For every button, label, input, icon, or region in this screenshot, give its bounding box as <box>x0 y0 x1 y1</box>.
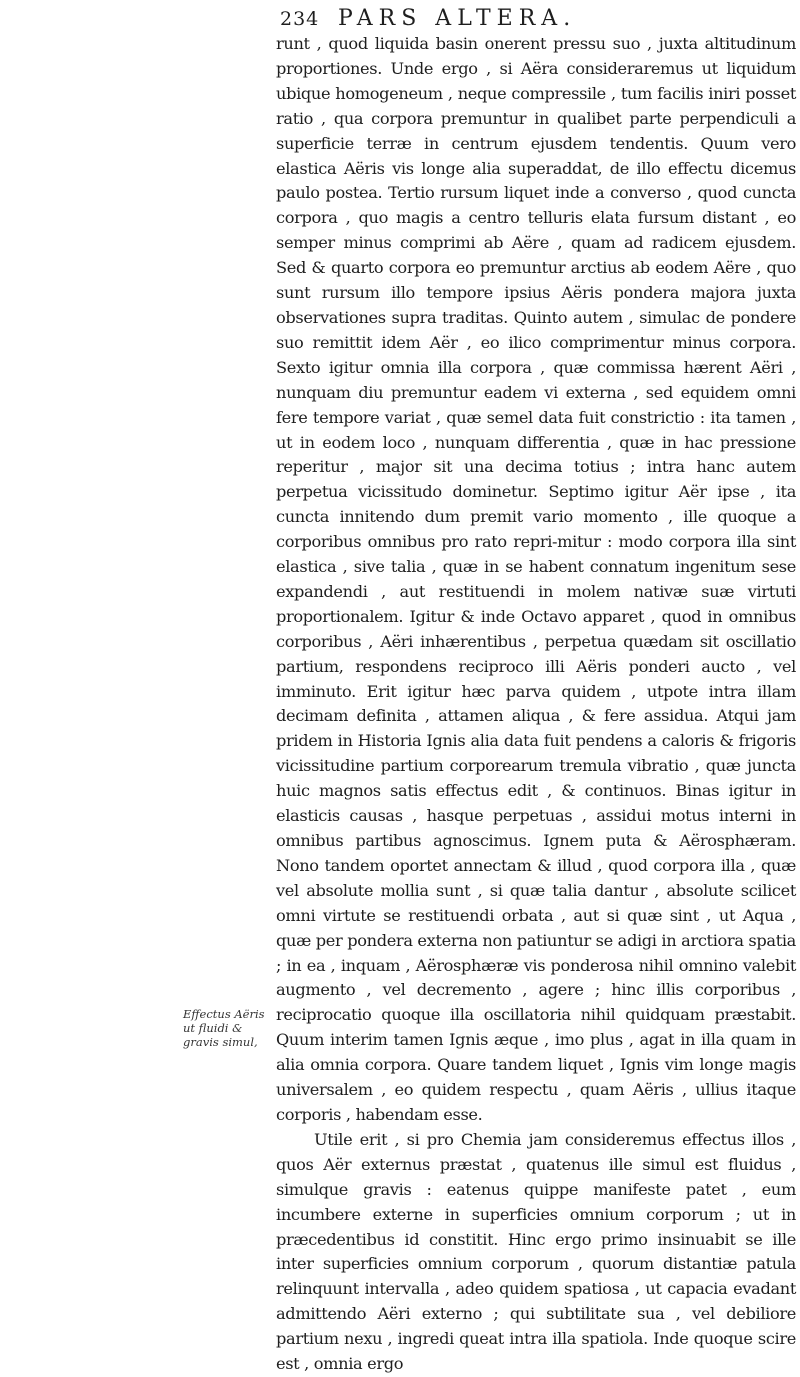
body-text <box>276 32 796 1377</box>
running-head: PARS ALTERA. <box>338 6 577 31</box>
margin-note: Effectus Aëris ut fluidi & gravis simul, <box>183 1007 265 1049</box>
page-number: 234 <box>280 8 320 30</box>
page-header <box>280 6 780 34</box>
paragraph: runt , quod liquida basin onerent pressu suo , juxta altitudinum proportiones. Unde ergo , si Aëra consideraremus ut liquidum ubique homogeneum , neque compressile , tum facilis iniri posset ratio , qua corpora premuntur in qualibet parte perpendiculi a superficie terræ in centrum ejusdem tendentis. Quum vero elastica Aëris vis longe alia superaddat, de illo effectu dicemus paulo postea. Tertio rursum liquet inde a converso , quod cuncta corpora , quo magis a centro telluris elata fursum distant , eo semper minus comprimi ab Aëre , quam ad radicem ejusdem. Sed & quarto corpora eo premuntur arctius ab eodem Aëre , quo sunt rursum illo tempore ipsius Aëris pondera majora juxta observationes supra traditas. Quinto autem , simulac de pondere suo remittit idem Aër , eo ilico comprimentur minus corpora. Sexto igitur omnia illa corpora , quæ commissa hærent Aëri , nunquam diu premuntur eadem vi externa , sed equidem omni fere tempore variat , quæ semel data fuit constrictio : ita tamen , ut in eodem loco , nunquam differentia , quæ in hac pressione reperitur , major sit una decima totius ; intra hanc autem perpetua vicissitudo dominetur. Septimo igitur Aër ipse , ita cuncta innitendo dum premit vario momento , ille quoque a corporibus omnibus pro rato repri-mitur : modo corpora illa sint elastica , sive talia , quæ in se habent connatum ingenitum sese expandendi , aut restituendi in molem nativæ suæ virtuti proportionalem. Igitur & inde Octavo apparet , quod in omnibus corporibus , Aëri inhærentibus , perpetua quædam sit oscillatio partium, respondens reciproco illi Aëris ponderi aucto , vel imminuto. Erit igitur hæc parva quidem , utpote intra illam decimam definita , attamen aliqua , & fere assidua. Atqui jam pridem in Historia Ignis alia data fuit pendens a caloris & frigoris vicissitudine partium corporearum tremula vibratio , quæ juncta huic magnos satis effectus edit , & continuos. Binas igitur in elasticis causas , hasque perpetuas , assidui motus interni in omnibus partibus agnoscimus. Ignem puta & Aërosphæram. Nono tandem oportet annectam & illud , quod corpora illa , quæ vel absolute mollia sunt , si quæ talia dantur , absolute scilicet omni virtute se restituendi orbata , aut si quæ sint , ut Aqua , quæ per pondera externa non patiuntur se adigi in arctiora spatia ; in ea , inquam , Aërosphæræ vis ponderosa nihil omnino valebit augmento , vel decremento , agere ; hinc illis corporibus , reciprocatio quoque illa oscillatoria nihil quidquam præstabit. Quum interim tamen Ignis æque , imo plus , agat in illa quam in alia omnia corpora. Quare tandem liquet , Ignis vim longe magis universalem , eo quidem respectu , quam Aëris , ullius itaque corporis , habendam esse. <box>276 34 796 1124</box>
paragraph: Utile erit , si pro Chemia jam consideremus effectus illos , quos Aër externus præstat , quatenus ille simul est fluidus , simulque gravis : eatenus quippe manifeste patet , eum incumbere externe in superficies omnium corporum ; ut in præcedentibus id constitit. Hinc ergo primo insinuabit se ille inter superficies omnium corporum , quorum distantiæ patula relinquunt intervalla , adeo quidem spatiosa , ut capacia evadant admittendo Aëri externo ; qui subtilitate sua , vel debiliore partium nexu , ingredi queat intra illa spatiola. Inde quoque scire est , omnia ergo <box>276 1129 796 1374</box>
